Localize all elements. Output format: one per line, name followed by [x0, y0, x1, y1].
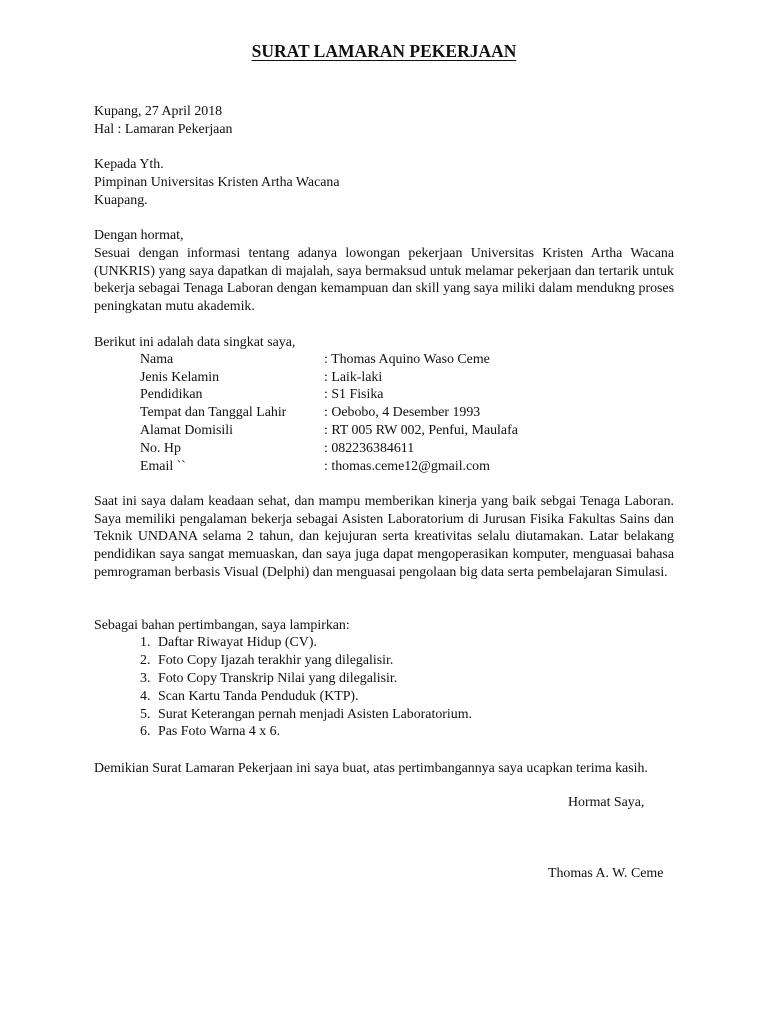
personal-label: Alamat Domisili [140, 423, 233, 438]
closing-sentence: Demikian Surat Lamaran Pekerjaan ini saya buat, atas pertimbangannya saya ucapkan terima kasih. [94, 761, 648, 776]
personal-label: Email `` [140, 459, 186, 474]
attachment-item [140, 652, 393, 670]
personal-label: Pendidikan [140, 387, 203, 402]
attachment-text: Pas Foto Warna 4 x 6. [158, 724, 281, 739]
personal-value: : Laik-laki [324, 370, 383, 385]
attachment-number: 4. [140, 689, 151, 704]
personal-label: Nama [140, 352, 174, 367]
attachment-text: Foto Copy Transkrip Nilai yang dilegalisir. [158, 671, 398, 686]
recipient-city: Kuapang. [94, 193, 148, 208]
personal-value: : Thomas Aquino Waso Ceme [324, 352, 490, 367]
personal-value: : 082236384611 [324, 441, 415, 456]
attachment-text: Foto Copy Ijazah terakhir yang dilegalisir. [158, 653, 394, 668]
personal-label: Tempat dan Tanggal Lahir [140, 405, 287, 420]
attachment-item [140, 706, 472, 724]
personal-value: : S1 Fisika [324, 387, 384, 402]
personal-value: : thomas.ceme12@gmail.com [324, 459, 490, 474]
attachment-text: Surat Keterangan pernah menjadi Asisten Laboratorium. [158, 707, 472, 722]
attachment-item [140, 670, 397, 688]
recipient-name: Pimpinan Universitas Kristen Artha Wacana [94, 175, 340, 190]
attachment-item [140, 634, 317, 652]
recipient-greeting: Kepada Yth. [94, 157, 164, 172]
letter-title: SURAT LAMARAN PEKERJAAN [251, 41, 517, 61]
regards: Hormat Saya, [568, 795, 645, 810]
signer-name: Thomas A. W. Ceme [548, 866, 664, 881]
attachment-number: 1. [140, 635, 151, 650]
attachment-number: 5. [140, 707, 151, 722]
salutation: Dengan hormat, [94, 228, 184, 243]
personal-label: No. Hp [140, 441, 181, 456]
attachment-item [140, 723, 280, 741]
personal-value: : Oebobo, 4 Desember 1993 [324, 405, 481, 420]
attachment-number: 6. [140, 724, 151, 739]
body-paragraph: Saat ini saya dalam keadaan sehat, dan mampu memberikan kinerja yang baik sebgai Tenaga Laboran. Saya memiliki pengalaman bekerja sebagai Asisten Laboratorium di Jurusan Fisika Fakultas Sains dan Teknik UNDANA selama 2 tahun, dan kejujuran serta kreativitas selalu diutamakan. Latar belakang pendidikan saya sangat memuaskan, dan saya juga dapat mengoperasikan komputer, menguasai bahasa pemrograman berbasis Visual (Delphi) dan menguasai pengolaan big data serta pembelajaran Simulasi. [94, 494, 674, 580]
subject-line: Hal : Lamaran Pekerjaan [94, 122, 233, 137]
data-intro: Berikut ini adalah data singkat saya, [94, 335, 296, 350]
intro-paragraph: Sesuai dengan informasi tentang adanya lowongan pekerjaan Universitas Kristen Artha Wacana (UNKRIS) yang saya dapatkan di majalah, saya bermaksud untuk melamar pekerjaan dan tertarik untuk bekerja sebagai Tenaga Laboran dengan kemampuan dan skill yang saya miliki dalam mendukng proses peningkatan mutu akademik. [94, 246, 674, 315]
place-date: Kupang, 27 April 2018 [94, 104, 223, 119]
attachment-text: Scan Kartu Tanda Penduduk (KTP). [158, 689, 359, 704]
personal-label: Jenis Kelamin [140, 370, 220, 385]
attachment-number: 3. [140, 671, 151, 686]
personal-value: : RT 005 RW 002, Penfui, Maulafa [324, 423, 518, 438]
attachment-item [140, 688, 359, 706]
attachments-intro: Sebagai bahan pertimbangan, saya lampirkan: [94, 618, 350, 633]
attachment-number: 2. [140, 653, 151, 668]
attachment-text: Daftar Riwayat Hidup (CV). [158, 635, 317, 650]
